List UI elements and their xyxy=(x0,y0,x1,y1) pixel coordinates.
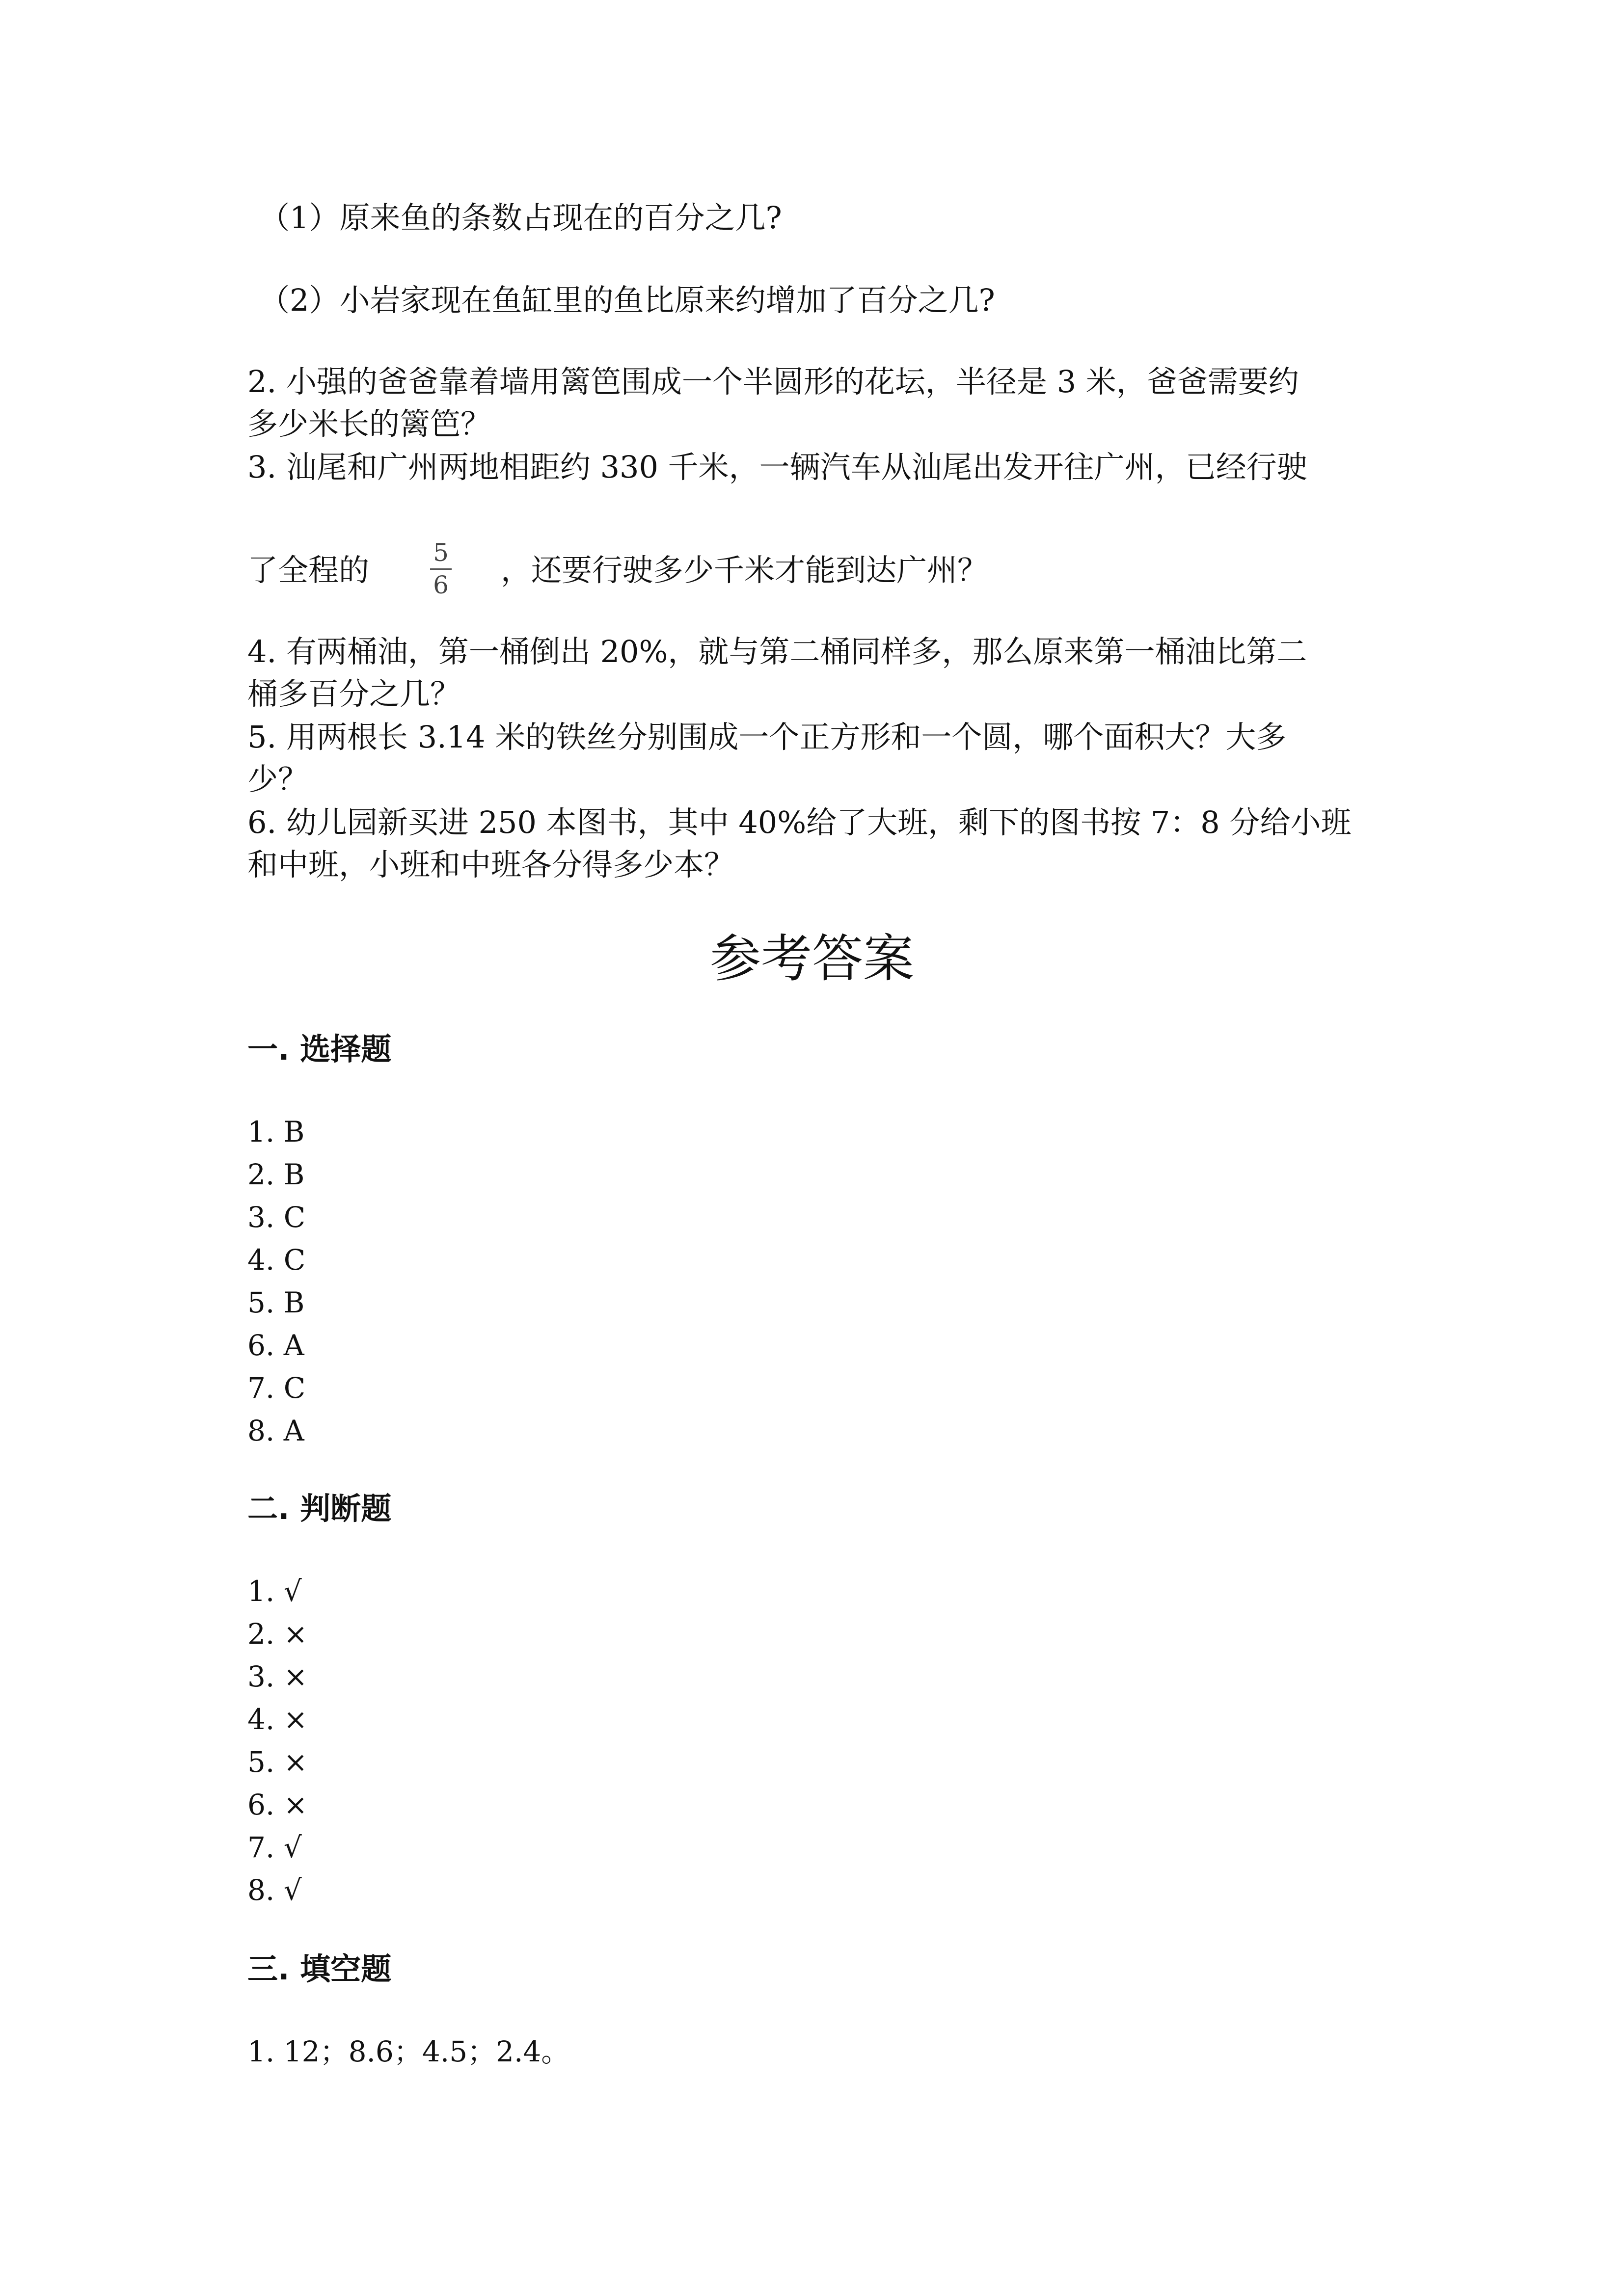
answer-item: 3. C xyxy=(247,1201,306,1234)
question-6-line-1: 6. 幼儿园新买进 250 本图书，其中 40%给了大班，剩下的图书按 7：8 分给小班 xyxy=(247,804,1352,840)
section-heading-choice: 一. 选择题 xyxy=(247,1031,392,1067)
answer-item: 1. 12；8.6；4.5；2.4。 xyxy=(247,2035,570,2068)
answer-item: 5. × xyxy=(247,1745,308,1779)
answer-item: 8. √ xyxy=(247,1873,302,1907)
fraction-denominator: 6 xyxy=(433,571,449,599)
answer-item: 2. B xyxy=(247,1158,305,1191)
answer-item: 1. B xyxy=(247,1115,305,1148)
answer-item: 4. × xyxy=(247,1703,308,1736)
question-5-line-1: 5. 用两根长 3.14 米的铁丝分别围成一个正方形和一个圆，哪个面积大？大多 xyxy=(247,719,1287,755)
question-2-line-2: 多少米长的篱笆？ xyxy=(247,406,491,442)
answer-item: 7. C xyxy=(247,1371,306,1405)
answer-key-title: 参考答案 xyxy=(709,929,914,988)
question-1-part-2: （2）小岩家现在鱼缸里的鱼比原来约增加了百分之几? xyxy=(259,282,995,318)
answer-item: 3. × xyxy=(247,1660,308,1693)
fraction-numerator: 5 xyxy=(433,538,449,567)
question-2-line-1: 2. 小强的爸爸靠着墙用篱笆围成一个半圆形的花坛，半径是 3 米，爸爸需要约 xyxy=(247,364,1299,400)
fraction-bar xyxy=(430,568,452,570)
section-heading-fill-in: 三. 填空题 xyxy=(247,1951,392,1987)
answer-item: 1. √ xyxy=(247,1575,302,1608)
question-3-line-1: 3. 汕尾和广州两地相距约 330 千米，一辆汽车从汕尾出发开往广州，已经行驶 xyxy=(247,449,1307,485)
question-4-line-2: 桶多百分之几？ xyxy=(247,676,461,712)
answer-item: 8. A xyxy=(247,1414,304,1447)
question-1-part-1: （1）原来鱼的条数占现在的百分之几? xyxy=(259,200,782,236)
answer-item: 6. × xyxy=(247,1788,308,1821)
answer-item: 6. A xyxy=(247,1329,304,1362)
answer-item: 2. × xyxy=(247,1617,308,1651)
question-3-line-2-end: ，还要行驶多少千米才能到达广州？ xyxy=(501,552,988,588)
answer-item: 4. C xyxy=(247,1243,306,1277)
question-6-line-2: 和中班，小班和中班各分得多少本？ xyxy=(247,847,735,882)
answer-item: 5. B xyxy=(247,1286,305,1319)
answer-item: 7. √ xyxy=(247,1831,302,1864)
question-4-line-1: 4. 有两桶油，第一桶倒出 20%，就与第二桶同样多，那么原来第一桶油比第二 xyxy=(247,634,1307,669)
question-5-line-2: 少？ xyxy=(247,761,309,797)
question-3-line-2-start: 了全程的 xyxy=(247,552,370,588)
section-heading-true-false: 二. 判断题 xyxy=(247,1491,392,1526)
